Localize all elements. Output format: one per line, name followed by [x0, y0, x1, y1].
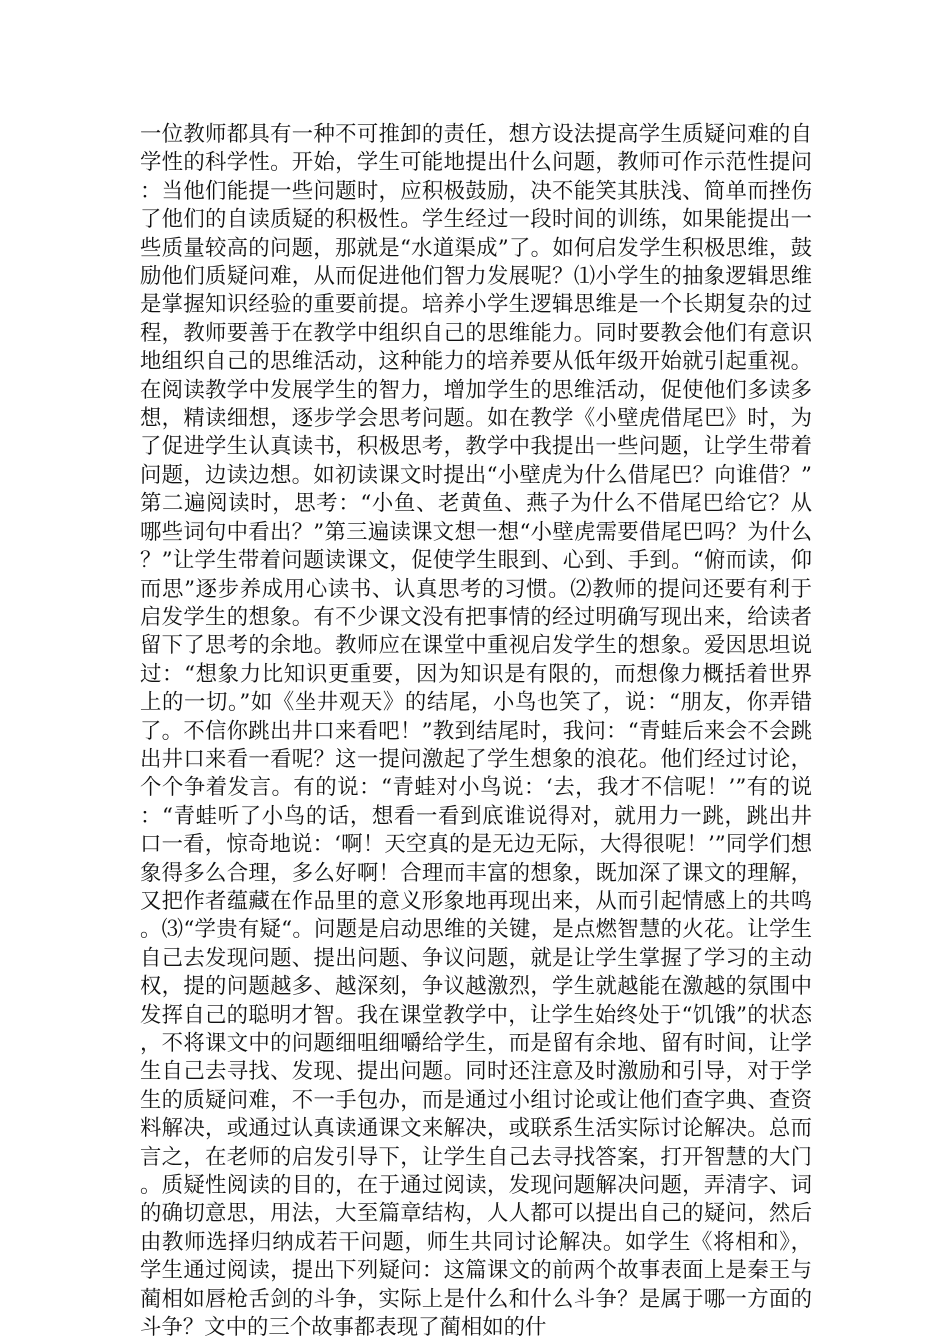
body-paragraph: 一位教师都具有一种不可推卸的责任，想方设法提高学生质疑问难的自学性的科学性。开始，学生可能地提出什么问题，教师可作示范性提问：当他们能提一些问题时，应积极鼓励，决不能笑其肤浅、简单而挫伤了他们的自读质疑的积极性。学生经过一段时间的训练，如果能提出一些质量较高的问题，那就是“水道渠成”了。如何启发学生积极思维，鼓励他们质疑问难，从而促进他们智力发展呢？⑴小学生的抽象逻辑思维是掌握知识经验的重要前提。培养小学生逻辑思维是一个长期复杂的过程，教师要善于在教学中组织自己的思维能力。同时要教会他们有意识地组织自己的思维活动，这种能力的培养要从低年级开始就引起重视。在阅读教学中发展学生的智力，增加学生的思维活动，促使他们多读多想，精读细想，逐步学会思考问题。如在教学《小壁虎借尾巴》时，为了促进学生认真读书，积极思考，教学中我提出一些问题，让学生带着问题，边读边想。如初读课文时提出“小壁虎为什么借尾巴？向谁借？”第二遍阅读时，思考：“小鱼、老黄鱼、燕子为什么不借尾巴给它？从哪些词句中看出？”第三遍读课文想一想“小壁虎需要借尾巴吗？为什么？”让学生带着问题读课文，促使学生眼到、心到、手到。“俯而读，仰而思”逐步养成用心读书、认真思考的习惯。⑵教师的提问还要有利于启发学生的想象。有不少课文没有把事情的经过明确写现出来，给读者留下了思考的余地。教师应在课堂中重视启发学生的想象。爱因思坦说过：“想象力比知识更重要，因为知识是有限的，而想像力概括着世界上的一切。”如《坐井观天》的结尾，小鸟也笑了，说：“朋友，你弄错了。不信你跳出井口来看吧！”教到结尾时，我问：“青蛙后来会不会跳出井口来看一看呢？这一提问激起了学生想象的浪花。他们经过讨论，个个争着发言。有的说：“青蛙对小鸟说：‘去，我才不信呢！’”有的说：“青蛙听了小鸟的话，想看一看到底谁说得对，就用力一跳，跳出井口一看，惊奇地说：‘啊！天空真的是无边无际，大得很呢！’”同学们想象得多么合理，多么好啊！合理而丰富的想象，既加深了课文的理解，又把作者蕴藏在作品里的意义形象地再现出来，从而引起情感上的共鸣。⑶“学贵有疑“。问题是启动思维的关键，是点燃智慧的火花。让学生自己去发现问题、提出问题、争议问题，就是让学生掌握了学习的主动权，提的问题越多、越深刻，争议越激烈，学生就越能在激越的氛围中发挥自己的聪明才智。我在课堂教学中，让学生始终处于“饥饿”的状态，不将课文中的问题细咀细嚼给学生，而是留有余地、留有时间，让学生自己去寻找、发现、提出问题。同时还注意及时激励和引导，对于学生的质疑问难，不一手包办，而是通过小组讨论或让他们查字典、查资料解决，或通过认真读通课文来解决，或联系生活实际讨论解决。总而言之，在老师的启发引导下，让学生自己去寻找答案，打开智慧的大门。质疑性阅读的目的，在于通过阅读，发现问题解决问题，弄清字、词的确切意思，用法，大至篇章结构，人人都可以提出自己的疑问，然后由教师选择归纳成若干问题，师生共同讨论解决。如学生《将相和》，学生通过阅读，提出下列疑问：这篇课文的前两个故事表面上是秦王与蔺相如唇枪舌剑的斗争，实际上是什么和什么斗争？是属于哪一方面的斗争？文中的三个故事都表现了蔺相如的什 [140, 122, 812, 1341]
